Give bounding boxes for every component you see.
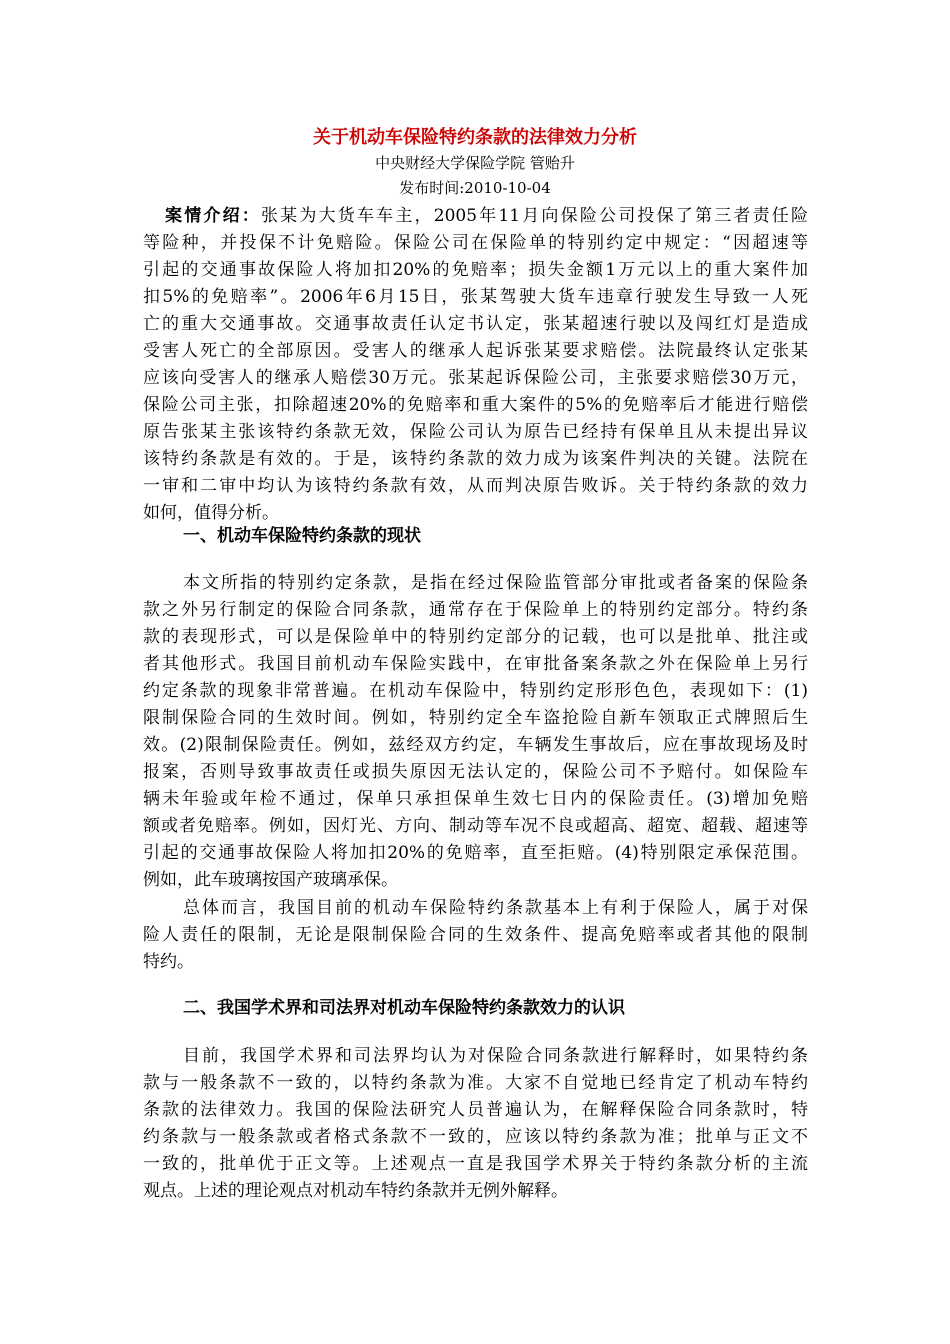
case-line: 受害人死亡的全部原因。受害人的继承人起诉张某要求赔偿。法院最终认定张某 bbox=[143, 341, 808, 361]
paragraph-line: 特约。 bbox=[143, 952, 194, 972]
case-paragraph bbox=[143, 203, 808, 527]
section1-paragraph-2 bbox=[143, 895, 808, 976]
case-line: 亡的重大交通事故。交通事故责任认定书认定，张某超速行驶以及闯红灯是造成 bbox=[143, 314, 808, 334]
paragraph-line: 观点。上述的理论观点对机动车特约条款并无例外解释。 bbox=[143, 1181, 568, 1201]
paragraph-line: 额或者免赔率。例如，因灯光、方向、制动等车况不良或超高、超宽、超载、超速等 bbox=[143, 816, 808, 836]
section-heading-2: 二、我国学术界和司法界对机动车保险特约条款效力的认识 bbox=[183, 998, 625, 1018]
paragraph-line: 款之外另行制定的保险合同条款，通常存在于保险单上的特别约定部分。特约条 bbox=[143, 600, 808, 620]
paragraph-line: 限制保险合同的生效时间。例如，特别约定全车盗抢险自新车领取正式牌照后生 bbox=[143, 708, 808, 728]
publish-date: 发布时间:2010-10-04 bbox=[399, 179, 551, 197]
paragraph-line: 总体而言，我国目前的机动车保险特约条款基本上有利于保险人，属于对保 bbox=[183, 898, 808, 918]
article-title: 关于机动车保险特约条款的法律效力分析 bbox=[313, 127, 637, 148]
paragraph-line: 引起的交通事故保险人将加扣20%的免赔率，直至拒赔。(4)特别限定承保范围。 bbox=[143, 843, 808, 863]
paragraph-line: 款的表现形式，可以是保险单中的特别约定部分的记载，也可以是批单、批注或 bbox=[143, 627, 808, 647]
section1-paragraph-1 bbox=[143, 570, 808, 894]
case-line: 案情介绍：张某为大货车车主，2005年11月向保险公司投保了第三者责任险 bbox=[165, 206, 808, 226]
case-line: 原告张某主张该特约条款无效，保险公司认为原告已经持有保单且从未提出异议 bbox=[143, 422, 808, 442]
article-author: 中央财经大学保险学院 管贻升 bbox=[375, 154, 575, 172]
case-line: 保险公司主张，扣除超速20%的免赔率和重大案件的5%的免赔率后才能进行赔偿 bbox=[143, 395, 808, 415]
case-line: 扣5%的免赔率”。2006年6月15日，张某驾驶大货车违章行驶发生导致一人死 bbox=[143, 287, 808, 307]
paragraph-line: 本文所指的特别约定条款，是指在经过保险监管部分审批或者备案的保险条 bbox=[183, 573, 808, 593]
paragraph-line: 款与一般条款不一致的，以特约条款为准。大家不自觉地已经肯定了机动车特约 bbox=[143, 1073, 808, 1093]
section2-paragraph-1 bbox=[143, 1043, 808, 1205]
paragraph-line: 条款的法律效力。我国的保险法研究人员普遍认为，在解释保险合同条款时，特 bbox=[143, 1100, 808, 1120]
case-line: 该特约条款是有效的。于是，该特约条款的效力成为该案件判决的关键。法院在 bbox=[143, 449, 808, 469]
case-label: 案情介绍： bbox=[165, 206, 261, 226]
paragraph-line: 效。(2)限制保险责任。例如，兹经双方约定，车辆发生事故后，应在事故现场及时 bbox=[143, 735, 808, 755]
case-line: 引起的交通事故保险人将加扣20%的免赔率；损失金额1万元以上的重大案件加 bbox=[143, 260, 808, 280]
paragraph-line: 例如，此车玻璃按国产玻璃承保。 bbox=[143, 870, 398, 890]
paragraph-line: 约定条款的现象非常普遍。在机动车保险中，特别约定形形色色，表现如下：(1) bbox=[143, 681, 808, 701]
section-heading-1: 一、机动车保险特约条款的现状 bbox=[183, 526, 421, 546]
paragraph-line: 一致的，批单优于正文等。上述观点一直是我国学术界关于特约条款分析的主流 bbox=[143, 1154, 808, 1174]
case-line: 等险种，并投保不计免赔险。保险公司在保险单的特别约定中规定：“因超速等 bbox=[143, 233, 808, 253]
paragraph-line: 目前，我国学术界和司法界均认为对保险合同条款进行解释时，如果特约条 bbox=[183, 1046, 808, 1066]
case-line: 如何，值得分析。 bbox=[143, 503, 279, 523]
paragraph-line: 险人责任的限制，无论是限制保险合同的生效条件、提高免赔率或者其他的限制 bbox=[143, 925, 808, 945]
paragraph-line: 报案，否则导致事故责任或损失原因无法认定的，保险公司不予赔付。如保险车 bbox=[143, 762, 808, 782]
paragraph-line: 辆未年验或年检不通过，保单只承担保单生效七日内的保险责任。(3)增加免赔 bbox=[143, 789, 808, 809]
case-line: 应该向受害人的继承人赔偿30万元。张某起诉保险公司，主张要求赔偿30万元， bbox=[143, 368, 808, 388]
paragraph-line: 约条款与一般条款或者格式条款不一致的，应该以特约条款为准；批单与正文不 bbox=[143, 1127, 808, 1147]
case-line: 一审和二审中均认为该特约条款有效，从而判决原告败诉。关于特约条款的效力 bbox=[143, 476, 808, 496]
paragraph-line: 者其他形式。我国目前机动车保险实践中，在审批备案条款之外在保险单上另行 bbox=[143, 654, 808, 674]
